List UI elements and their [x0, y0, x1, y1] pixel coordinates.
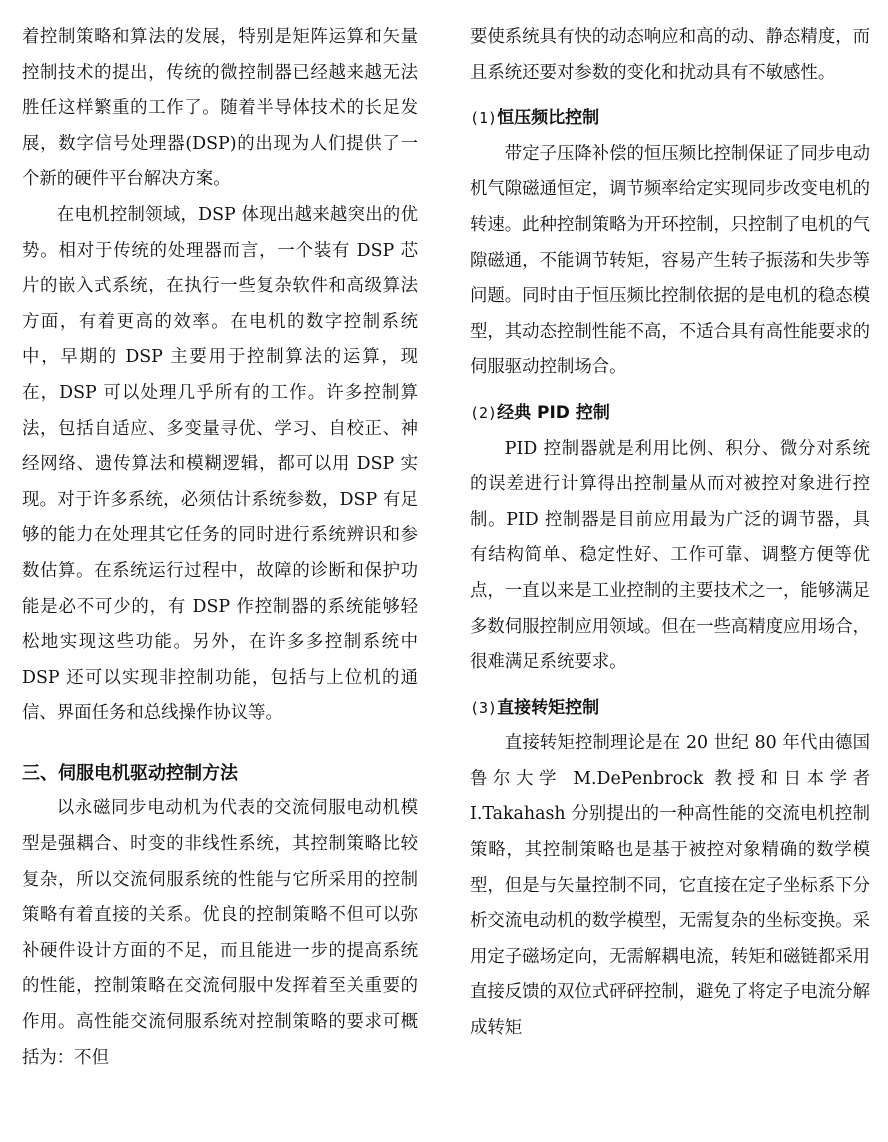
paragraph-servo-overview: 以永磁同步电动机为代表的交流伺服电动机模型是强耦合、时变的非线性系统，其控制策略比较复杂，所以交流伺服系统的性能与它所采用的控制策略有着直接的关系。优良的控制策略不但可以弥补硬件设计方面的不足，而且能进一步的提高系统的性能，控制策略在交流伺服中发挥着至关重要的作用。高性能交流伺服系统对控制策略的要求可概括为：不但 — [22, 798, 418, 1068]
section-heading-servo-control: 三、伺服电机驱动控制方法 — [22, 762, 238, 784]
subheading-number: (2) — [470, 403, 498, 422]
subheading-title: 经典 PID 控制 — [497, 402, 610, 423]
subheading-pid-control — [470, 396, 870, 432]
subheading-vf-control — [470, 101, 870, 137]
subheading-number: (1) — [470, 109, 498, 128]
paragraph-dsp-intro: 着控制策略和算法的发展，特别是矩阵运算和矢量控制技术的提出，传统的微控制器已经越来越无法胜任这样繁重的工作了。随着半导体技术的长足发展，数字信号处理器(DSP)的出现为人们提供了一个新的硬件平台解决方案。 — [22, 27, 418, 190]
paragraph-continuation: 要使系统具有快的动态响应和高的动、静态精度，而且系统还要对参数的变化和扰动具有不敏感性。 — [470, 27, 870, 83]
paragraph-dsp-advantages: 在电机控制领域，DSP 体现出越来越突出的优势。相对于传统的处理器而言，一个装有 DSP 芯片的嵌入式系统，在执行一些复杂软件和高级算法方面，有着更高的效率。在电机的数字控制系统中，早期的 DSP 主要用于控制算法的运算，现在，DSP 可以处理几乎所有的工作。许多控制算法，包括自适应、多变量寻优、学习、自校正、神经网络、遗传算法和模糊逻辑，都可以用 DSP 实现。对于许多系统，必须估计系统参数，DSP 有足够的能力在处理其它任务的同时进行系统辨识和参数估算。在系统运行过程中，故障的诊断和保护功能是必不可少的，有 DSP 作控制器的系统能够轻松地实现这些功能。另外，在许多多控制系统中 DSP 还可以实现非控制功能，包括与上位机的通信、界面任务和总线操作协议等。 — [22, 204, 418, 724]
left-column — [22, 20, 418, 1076]
subheading-title: 直接转矩控制 — [497, 697, 600, 718]
subheading-dtc-control — [470, 691, 870, 727]
paragraph-pid-control: PID 控制器就是利用比例、积分、微分对系统的误差进行计算得出控制量从而对被控对象进行控制。PID 控制器是目前应用最为广泛的调节器，具有结构简单、稳定性好、工作可靠、调整方便等优点，一直以来是工业控制的主要技术之一，能够满足多数伺服控制应用领域。但在一些高精度应用场合，很难满足系统要求。 — [470, 438, 870, 673]
paragraph-dtc-control: 直接转矩控制理论是在 20 世纪 80 年代由德国鲁尔大学 M.DePenbrock 教授和日本学者 I.Takahash 分别提出的一种高性能的交流电机控制策略，其控制策略也是基于被控对象精确的数学模型，但是与矢量控制不同，它直接在定子坐标系下分析交流电动机的数学模型，无需复杂的坐标变换。采用定子磁场定向，无需解耦电流，转矩和磁链都采用直接反馈的双位式砰砰控制，避免了将定子电流分解成转矩 — [470, 733, 870, 1039]
paragraph-vf-control: 带定子压降补偿的恒压频比控制保证了同步电动机气隙磁通恒定，调节频率给定实现同步改变电机的转速。此种控制策略为开环控制，只控制了电机的气隙磁通，不能调节转矩，容易产生转子振荡和失步等问题。同时由于恒压频比控制依据的是电机的稳态模型，其动态控制性能不高，不适合具有高性能要求的伺服驱动控制场合。 — [470, 143, 871, 378]
subheading-number: (3) — [470, 698, 498, 717]
right-column — [470, 20, 870, 1047]
subheading-title: 恒压频比控制 — [497, 108, 600, 129]
